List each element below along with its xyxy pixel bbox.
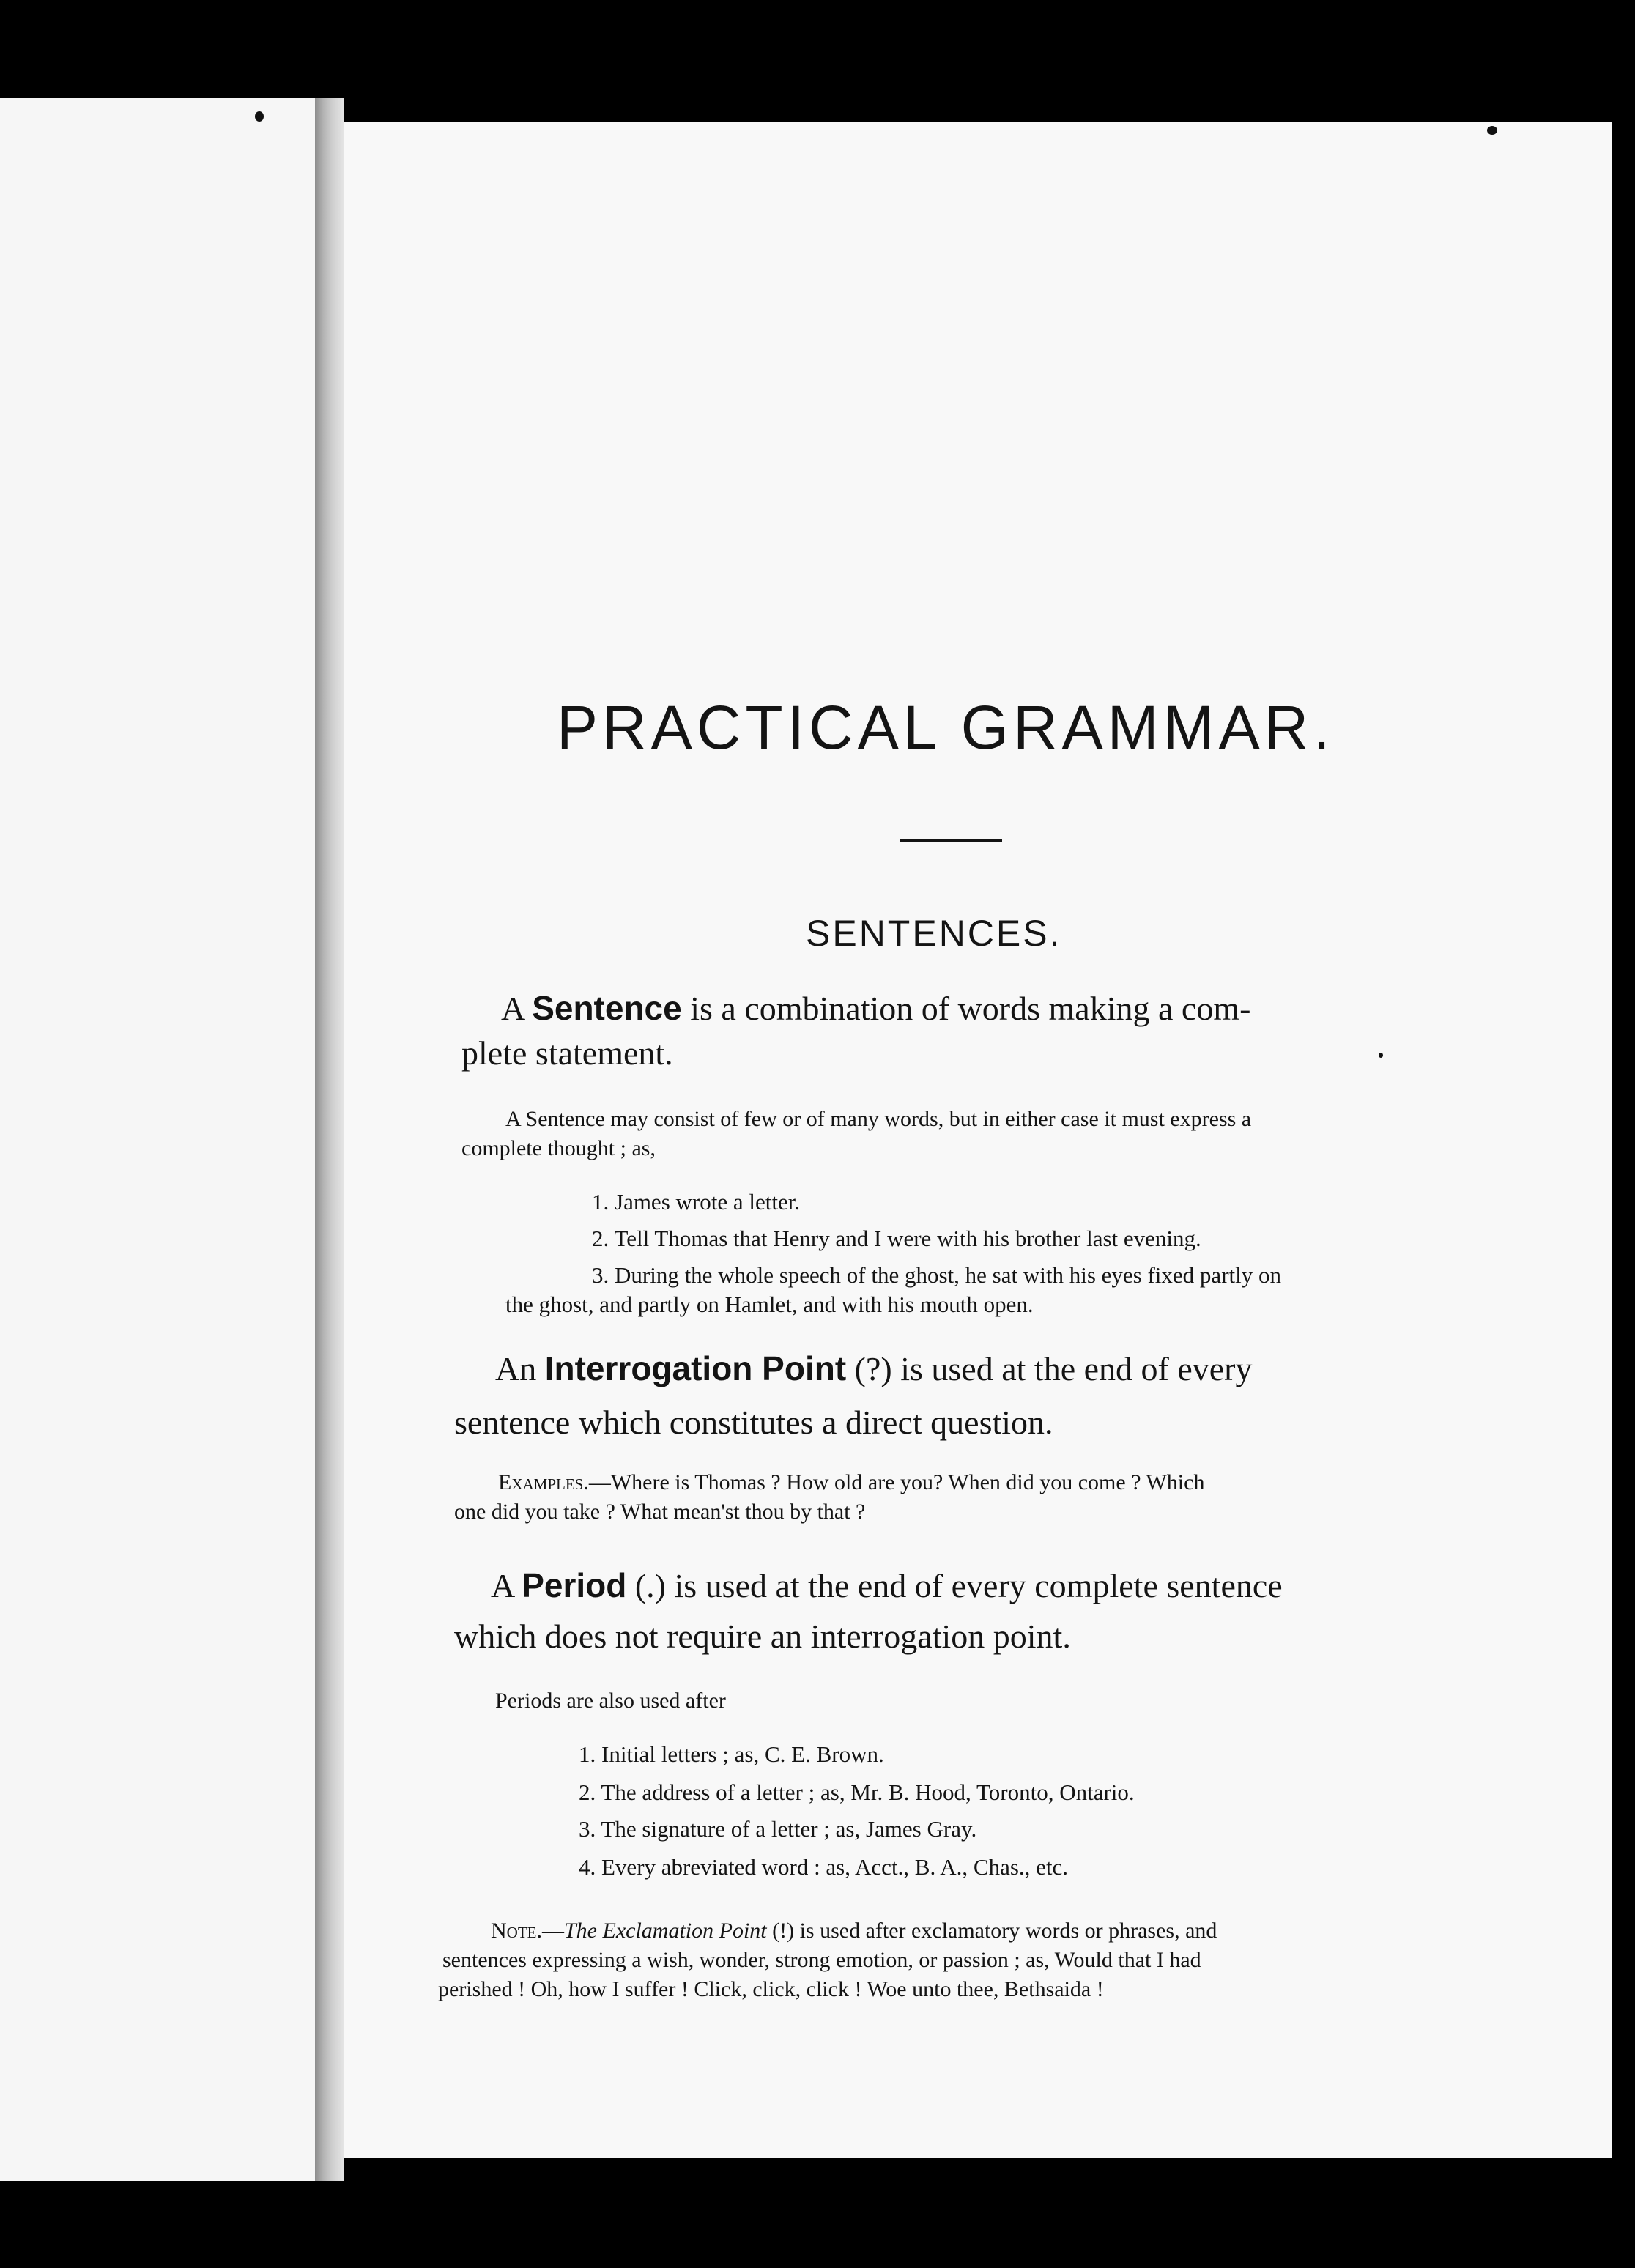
item-text: Every abreviated word : as, Acct., B. A., Chas., etc.: [601, 1854, 1069, 1880]
item-text: Initial letters ; as, C. E. Brown.: [601, 1741, 884, 1767]
sentence-example-3: [592, 1261, 1281, 1289]
left-page: [0, 98, 315, 2181]
item-number: 2.: [579, 1779, 596, 1805]
interrogation-examples-line1: [498, 1470, 1204, 1496]
sentence-example-2: [592, 1225, 1201, 1253]
item-text: The address of a letter ; as, Mr. B. Hood, Toronto, Ontario.: [601, 1779, 1135, 1805]
note-italic-term: The Exclamation Point: [564, 1919, 767, 1943]
interrogation-definition-line2: sentence which constitutes a direct question.: [454, 1404, 1053, 1441]
example-text: James wrote a letter.: [615, 1189, 801, 1215]
sentence-line1: is a combination of words making a com-: [690, 990, 1251, 1027]
sentence-example-3-line2: the ghost, and partly on Hamlet, and with his mouth open.: [505, 1292, 1034, 1317]
item-number: 3.: [579, 1816, 596, 1842]
example-number: 2.: [592, 1226, 609, 1251]
title-divider: [900, 839, 1002, 842]
sentence-definition-line2: plete statement.: [461, 1034, 673, 1072]
book-spine-shadow: [315, 98, 344, 2181]
period-item-1: [579, 1741, 884, 1768]
example-number: 1.: [592, 1189, 609, 1215]
sentence-definition: [501, 987, 1250, 1029]
note-line2: sentences expressing a wish, wonder, strong emotion, or passion ; as, Would that I had: [442, 1948, 1201, 1972]
interrogation-definition: [495, 1348, 1253, 1390]
period-term: Period: [522, 1566, 627, 1604]
note-dash: —: [542, 1919, 564, 1943]
sentence-example-1: [592, 1188, 800, 1216]
period-item-3: [579, 1815, 976, 1843]
example-text: During the whole speech of the ghost, he sat with his eyes fixed partly on: [615, 1262, 1281, 1288]
scan-speck: [1379, 1053, 1383, 1058]
note-label: Note.: [491, 1919, 542, 1943]
section-heading: SENTENCES.: [806, 913, 1062, 954]
examples-text: —Where is Thomas ? How old are you? When did you come ? Which: [588, 1470, 1205, 1494]
interrogation-term: Interrogation Point: [544, 1349, 847, 1387]
period-intro: Periods are also used after: [495, 1689, 726, 1713]
note-line3: perished ! Oh, how I suffer ! Click, click, click ! Woe unto thee, Bethsaida !: [438, 1977, 1104, 2001]
scan-speck: [255, 111, 264, 122]
period-definition: [491, 1565, 1283, 1606]
period-definition-line2: which does not require an interrogation point.: [454, 1617, 1071, 1655]
sentence-term: Sentence: [532, 989, 682, 1027]
sentence-lead: A: [501, 990, 524, 1027]
period-line1: (.) is used at the end of every complete sentence: [634, 1567, 1283, 1604]
item-number: 4.: [579, 1854, 596, 1880]
interrogation-line1: (?) is used at the end of every: [854, 1350, 1253, 1387]
example-text: Tell Thomas that Henry and I were with his brother last evening.: [614, 1226, 1201, 1251]
period-item-4: [579, 1853, 1068, 1881]
item-text: The signature of a letter ; as, James Gray.: [601, 1816, 977, 1842]
interrogation-examples-line2: one did you take ? What mean'st thou by that ?: [454, 1500, 866, 1524]
examples-label: Examples.: [498, 1470, 589, 1494]
sentence-note-line2: complete thought ; as,: [461, 1136, 656, 1160]
scan-speck: [1487, 126, 1497, 135]
item-number: 1.: [579, 1741, 596, 1767]
note-line1-rest: (!) is used after exclamatory words or phrases, and: [766, 1919, 1217, 1943]
sentence-note-line1: A Sentence may consist of few or of many words, but in either case it must express a: [505, 1107, 1252, 1131]
period-lead: A: [491, 1567, 514, 1604]
example-number: 3.: [592, 1262, 609, 1288]
note-line1: [491, 1918, 1217, 1944]
period-item-2: [579, 1779, 1135, 1806]
page-title: PRACTICAL GRAMMAR.: [557, 693, 1335, 762]
interrogation-lead: An: [495, 1350, 537, 1387]
